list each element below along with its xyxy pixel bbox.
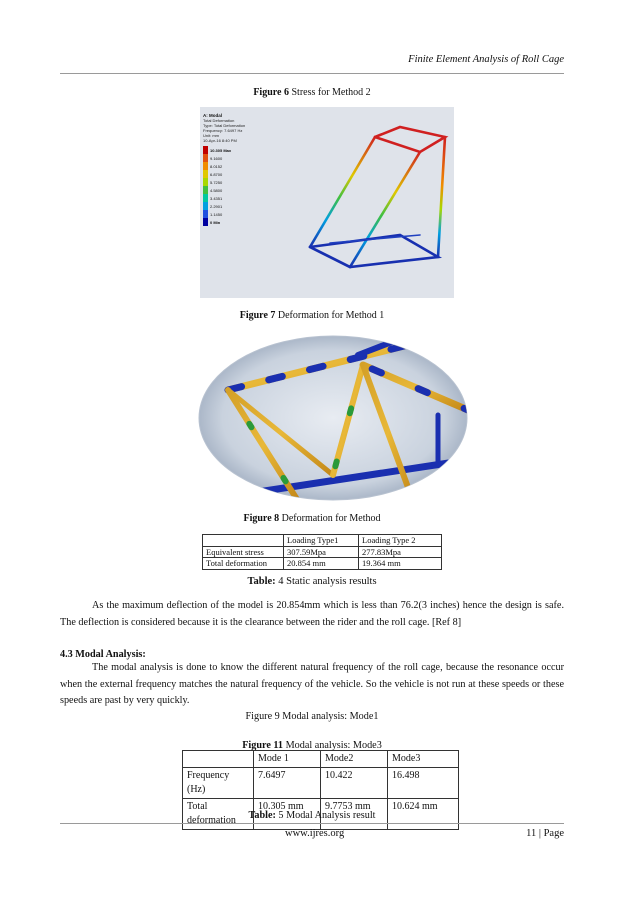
figure-11-label: Figure 11 [242, 740, 284, 751]
legend-value: 1.1450 [210, 211, 223, 217]
figure-8-label: Figure 8 [243, 513, 280, 524]
legend-value: 8.0152 [210, 163, 223, 169]
table-4-caption [60, 576, 564, 587]
legend-value: 2.2901 [210, 203, 223, 209]
table-cell: Total deformation [203, 558, 284, 570]
footer-rule [60, 823, 564, 824]
header-rule [60, 73, 564, 74]
table-cell: 16.498 [388, 768, 459, 799]
paragraph-deflection: As the maximum deflection of the model is 20.854mm which is less than 76.2(3 inches) hence the design is safe. The deflection is considered because it is the clearance between the rider and the roll cage. [Ref 8] [60, 600, 564, 628]
table-row [183, 751, 459, 768]
table-cell: 19.364 mm [359, 558, 442, 570]
table-cell: 10.422 [321, 768, 388, 799]
table-cell: 10.624 mm [388, 799, 459, 830]
table-cell: 9.7753 mm [321, 799, 388, 830]
figure-9-caption: Figure 9 Modal analysis: Mode1 [245, 711, 379, 722]
table-cell: Equivalent stress [203, 546, 284, 558]
legend-line: Frequency: 7.6497 Hz [203, 128, 243, 133]
table-cell: Loading Type 2 [359, 535, 442, 547]
legend-value: 9.1600 [210, 155, 223, 161]
table-4-static-analysis [202, 534, 442, 570]
legend-line: Total Deformation [203, 118, 235, 123]
table-cell: 7.6497 [254, 768, 321, 799]
paragraph-modal: The modal analysis is done to know the different natural frequency of the roll cage, because the resonance occur when the external frequency matches the natural frequency of the vehicle. So the vehicle is not run at these speeds or these speeds are past by very quickly. [60, 662, 564, 706]
table-cell [183, 751, 254, 768]
legend-value: 6.8700 [210, 171, 223, 177]
legend-value: 10.305 Max [210, 147, 232, 153]
figure-8-caption [60, 513, 564, 524]
legend-value: 0 Min [210, 219, 221, 225]
section-heading: 4.3 Modal Analysis: [60, 649, 146, 660]
figure-7-label: Figure 7 [239, 310, 276, 321]
table-cell: Frequency (Hz) [183, 768, 254, 799]
table-4-label: Table: [247, 576, 276, 587]
table-cell: 277.83Mpa [359, 546, 442, 558]
table-5-text: 5 Modal Analysis result [275, 810, 376, 821]
table-cell: Mode3 [388, 751, 459, 768]
figure-7-caption [60, 310, 564, 321]
table-cell: 307.59Mpa [284, 546, 359, 558]
legend-line: 10-Apr-16 8:40 PM [203, 138, 237, 143]
table-cell: Mode2 [321, 751, 388, 768]
roll-cage-stress-model [200, 107, 454, 298]
legend-title: A: Modal [203, 113, 222, 118]
table-cell: Total deformation [183, 799, 254, 830]
figure-6-text: Stress for Method 2 [288, 87, 371, 98]
figure-8-text: Deformation for Method [279, 513, 381, 524]
table-cell: 10.305 mm [254, 799, 321, 830]
legend-value: 3.4351 [210, 195, 223, 201]
figure-6-image [200, 107, 454, 298]
table-row [203, 535, 442, 547]
table-cell: Mode 1 [254, 751, 321, 768]
figure-6-label: Figure 6 [253, 87, 289, 98]
figure-8-image [198, 335, 468, 501]
table-row [183, 768, 459, 799]
table-4-text: 4 Static analysis results [275, 576, 377, 587]
table-cell: Loading Type1 [284, 535, 359, 547]
figure-11-text: Modal analysis: Mode3 [283, 740, 382, 751]
legend-value: 4.5800 [210, 187, 223, 193]
footer-site: www.ijres.org [285, 828, 345, 839]
table-5-label: Table: [248, 810, 276, 821]
table-row [203, 558, 442, 570]
legend-value: 5.7250 [210, 179, 223, 185]
running-header: Finite Element Analysis of Roll Cage [408, 54, 564, 65]
table-5-caption [60, 810, 564, 821]
figure-7-text: Deformation for Method 1 [275, 310, 385, 321]
figure-6-caption [60, 87, 564, 98]
table-row [203, 546, 442, 558]
table-cell [203, 535, 284, 547]
table-cell: 20.854 mm [284, 558, 359, 570]
legend-line: Unit: mm [203, 133, 219, 138]
legend-line: Type: Total Deformation [203, 123, 246, 128]
footer-page: 11 | Page [526, 828, 564, 839]
